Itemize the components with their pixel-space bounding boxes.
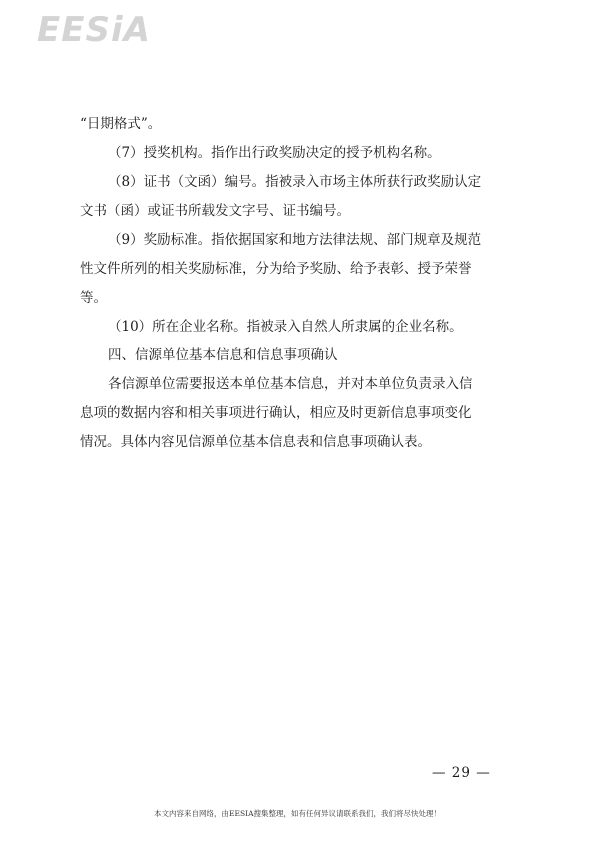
section-4-heading: 四、信源单位基本信息和信息事项确认 bbox=[108, 347, 338, 363]
item-10-company-name: （10）所在企业名称。指被录入自然人所隶属的企业名称。 bbox=[108, 319, 463, 335]
eesia-logo: EESiA bbox=[37, 10, 151, 50]
item-8-line-1: （8）证书（文函）编号。指被录入市场主体所获行政奖励认定 bbox=[108, 174, 482, 190]
page-number: — 29 — bbox=[432, 765, 491, 781]
section-4-line-3: 情况。具体内容见信源单位基本信息表和信息事项确认表。 bbox=[80, 434, 431, 450]
section-4-line-1: 各信源单位需要报送本单位基本信息，并对本单位负责录入信 bbox=[108, 376, 473, 392]
section-4-line-2: 息项的数据内容和相关事项进行确认，相应及时更新信息事项变化 bbox=[80, 405, 472, 421]
item-7-award-agency: （7）授奖机构。指作出行政奖励决定的授予机构名称。 bbox=[108, 145, 441, 161]
item-9-line-3: 等。 bbox=[80, 290, 107, 306]
item-9-line-2: 性文件所列的相关奖励标准，分为给予奖励、给予表彰、授予荣誉 bbox=[80, 261, 472, 277]
item-8-line-2: 文书（函）或证书所载发文字号、证书编号。 bbox=[80, 203, 350, 219]
date-format-line: “日期格式”。 bbox=[80, 116, 162, 132]
source-disclaimer: 本文内容来自网络，由EESIA搜集整理，如有任何异议请联系我们，我们将尽快处理！ bbox=[154, 809, 441, 818]
item-9-line-1: （9）奖励标准。指依据国家和地方法律法规、部门规章及规范 bbox=[108, 232, 482, 248]
